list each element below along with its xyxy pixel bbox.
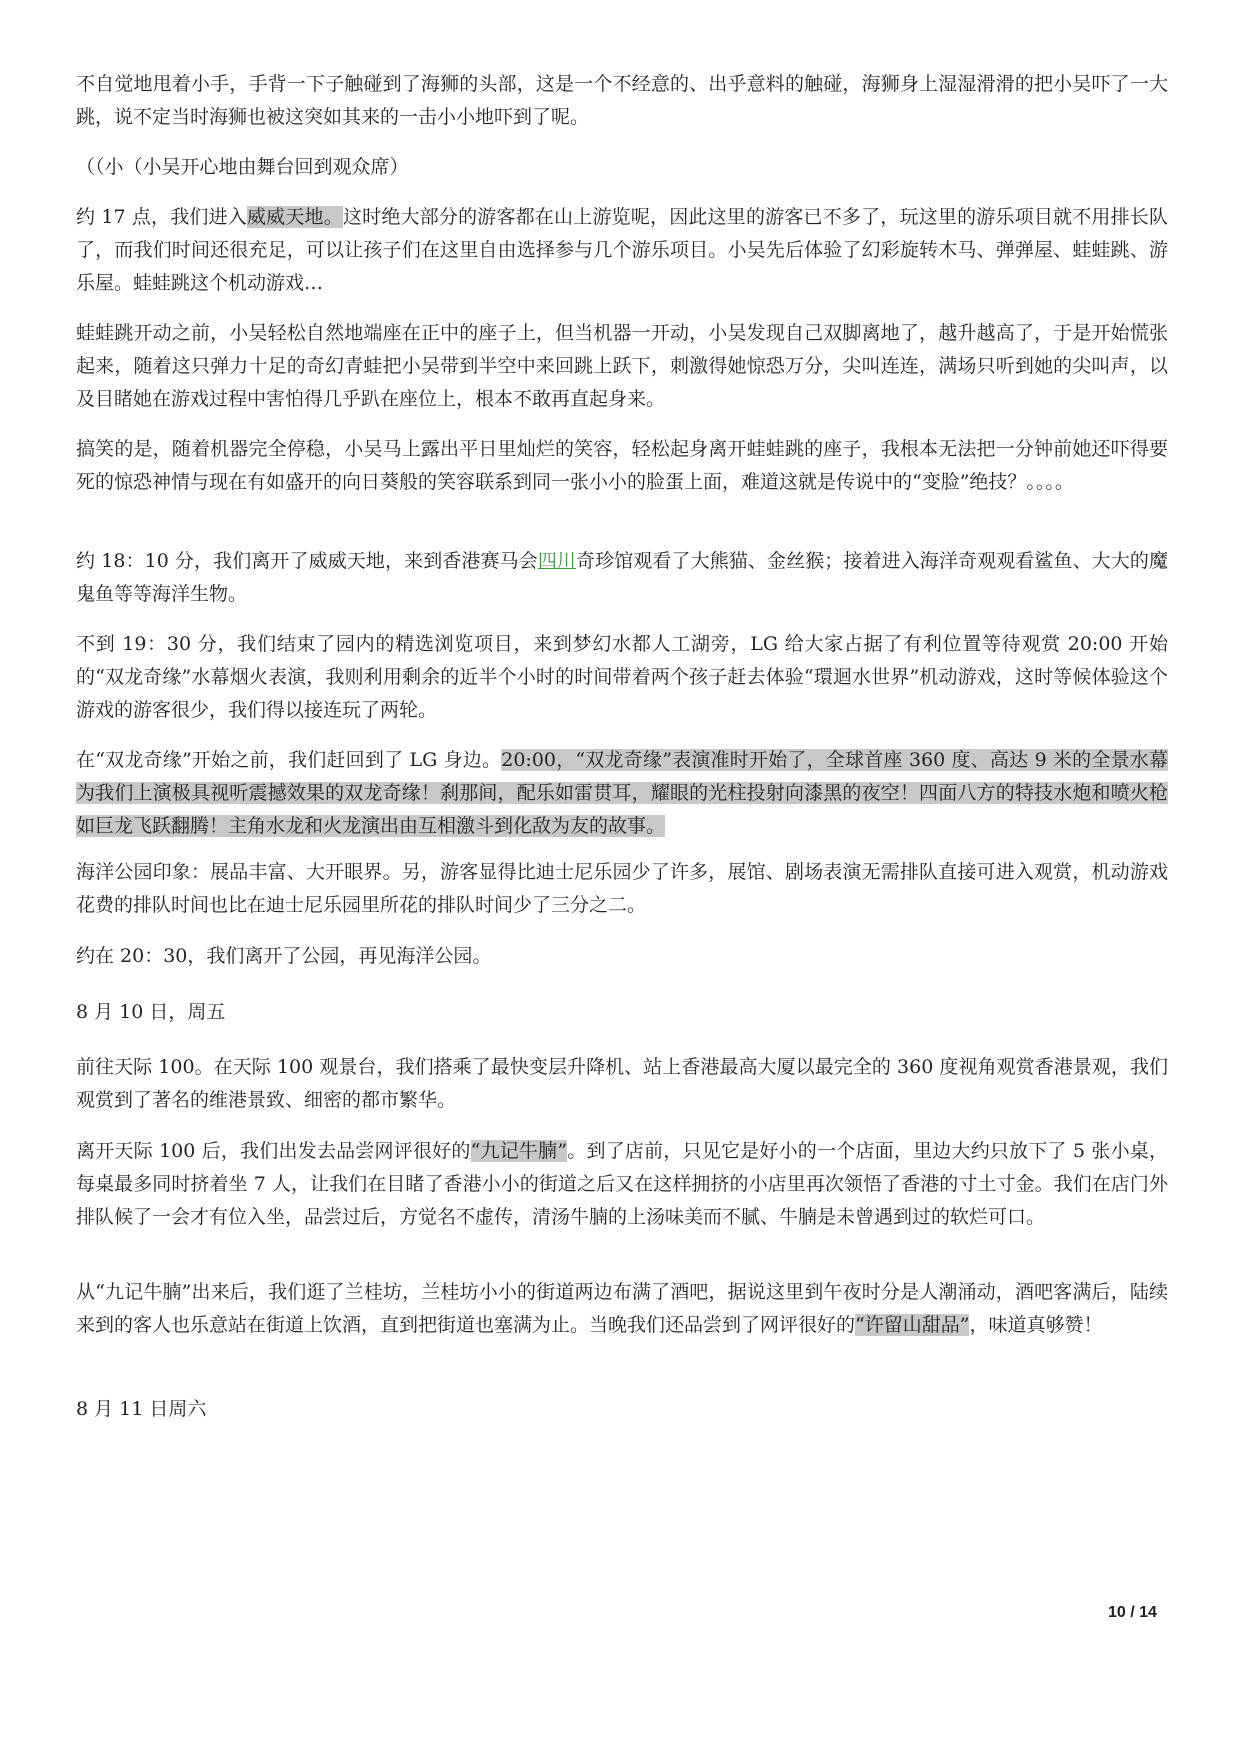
highlighted-text: 20:00，“双龙奇缘”表演准时开始了，全球首座 360 度、高达 9 米的全景水幕为我们上演极具视听震撼效果的双龙奇缘！刹那间，配乐如雷贯耳，耀眼的光柱投射向漆黑的夜空！四面八方的特技水炮和喷火枪如巨龙飞跃翻腾！主角水龙和火龙演出由互相激斗到化敌为友的故事。	[76, 749, 1168, 837]
paragraph-weiwei-world	[76, 201, 1168, 300]
text: 蛙蛙跳开动之前，小吴轻松自然地端座在正中的座子上，但当机器一开动，小吴发现自己双脚离地了，越升越高了，于是开始慌张起来，随着这只弹力十足的奇幻青蛙把小吴带到半空中来回跳上跃下，刺激得她惊恐万分，尖叫连连，满场只听到她的尖叫声，以及目睹她在游戏过程中害怕得几乎趴在座位上，根本不敢再直起身来。	[76, 322, 1168, 410]
paragraph-leave-park	[76, 940, 1168, 973]
highlighted-text: 威威天地。	[246, 206, 343, 228]
text: 搞笑的是，随着机器完全停稳，小吴马上露出平日里灿烂的笑容，轻松起身离开蛙蛙跳的座子，我根本无法把一分钟前她还吓得要死的惊恐神情与现在有如盛开的向日葵般的笑容联系到同一张小小的脸蛋上面，难道这就是传说中的“变脸”绝技？。。。。	[76, 438, 1168, 493]
paragraph-impression	[76, 856, 1168, 922]
sichuan-link[interactable]: 四川	[537, 550, 577, 572]
paragraph-brisket	[76, 1135, 1168, 1234]
text: 奇珍馆观看了大熊猫、金丝猴；接着进入海洋奇观观看鲨鱼、大大的魔鬼鱼等等海洋生物。	[76, 550, 1168, 605]
text: 离开天际 100 后，我们出发去品尝网评很好的	[76, 1140, 471, 1162]
text: 约 18：10 分，我们离开了威威天地，来到香港赛马会	[76, 550, 538, 572]
date-heading-aug-10	[76, 996, 1168, 1029]
text: 从“九记牛腩”出来后，我们逛了兰桂坊，兰桂坊小小的街道两边布满了酒吧，据说这里到午夜时分是人潮涌动，酒吧客满后，陆续来到的客人也乐意站在街道上饮酒，直到把街道也塞满为止。当晚我们还品尝到了网评很好的	[76, 1281, 1168, 1336]
text: 。到了店前，只见它是好小的一个店面，里边大约只放下了 5 张小桌，每桌最多同时挤着坐 7 人，让我们在目睹了香港小小的街道之后又在这样拥挤的小店里再次领悟了香港的寸土寸金。我们在店门外排队候了一会才有位入坐，品尝过后，方觉名不虚传，清汤牛腩的上汤味美而不腻、牛腩是未曾遇到过的软烂可口。	[76, 1140, 1168, 1228]
paragraph-sea-lion	[76, 68, 1168, 134]
text: （（小（小吴开心地由舞台回到观众席）	[76, 156, 409, 178]
text: 约在 20：30，我们离开了公园，再见海洋公园。	[76, 945, 492, 967]
text: 这时绝大部分的游客都在山上游览呢，因此这里的游客已不多了，玩这里的游乐项目就不用排长队了，而我们时间还很充足，可以让孩子们在这里自由选择参与几个游乐项目。小吴先后体验了幻彩旋转木马、弹弹屋、蛙蛙跳、游乐屋。蛙蛙跳这个机动游戏…	[76, 206, 1168, 294]
text: 8 月 10 日，周五	[76, 1001, 226, 1023]
highlighted-text: “许留山甜品”	[855, 1314, 970, 1336]
text: 前往天际 100。在天际 100 观景台，我们搭乘了最快变层升降机、站上香港最高大厦以最完全的 360 度视角观赏香港景观，我们观赏到了著名的维港景致、细密的都市繁华。	[76, 1056, 1168, 1111]
highlighted-text: “九记牛腩”	[470, 1140, 568, 1162]
paragraph-lan-kwai-fong	[76, 1276, 1168, 1342]
paragraph-double-dragon	[76, 744, 1168, 843]
paragraph-water-world	[76, 628, 1168, 727]
paragraph-sky100	[76, 1051, 1168, 1117]
paragraph-panda	[76, 545, 1168, 611]
text: 约 17 点，我们进入	[76, 206, 247, 228]
text: ，味道真够赞！	[969, 1314, 1103, 1336]
date-heading-aug-11	[76, 1393, 1168, 1426]
text: 在“双龙奇缘”开始之前，我们赶回到了 LG 身边。	[76, 749, 502, 771]
text: 不到 19：30 分，我们结束了园内的精选浏览项目，来到梦幻水都人工湖旁，LG 给大家占据了有利位置等待观赏 20:00 开始的“双龙奇缘”水幕烟火表演，我则利用剩余的近半个小时的时间带着两个孩子赶去体验“環迴水世界”机动游戏，这时等候体验这个游戏的游客很少，我们得以接连玩了两轮。	[76, 633, 1168, 721]
text: 8 月 11 日周六	[76, 1398, 207, 1420]
text: 海洋公园印象：展品丰富、大开眼界。另，游客显得比迪士尼乐园少了许多，展馆、剧场表演无需排队直接可进入观赏，机动游戏花费的排队时间也比在迪士尼乐园里所花的排队时间少了三分之二。	[76, 861, 1168, 916]
paragraph-back-to-seats	[76, 151, 1168, 184]
page-number: 10 / 14	[1108, 1604, 1157, 1621]
text: 不自觉地甩着小手，手背一下子触碰到了海狮的头部，这是一个不经意的、出乎意料的触碰，海狮身上湿湿滑滑的把小吴吓了一大跳，说不定当时海狮也被这突如其来的一击小小地吓到了呢。	[76, 73, 1168, 128]
paragraph-frog-hop	[76, 317, 1168, 416]
paragraph-face-change	[76, 433, 1168, 499]
